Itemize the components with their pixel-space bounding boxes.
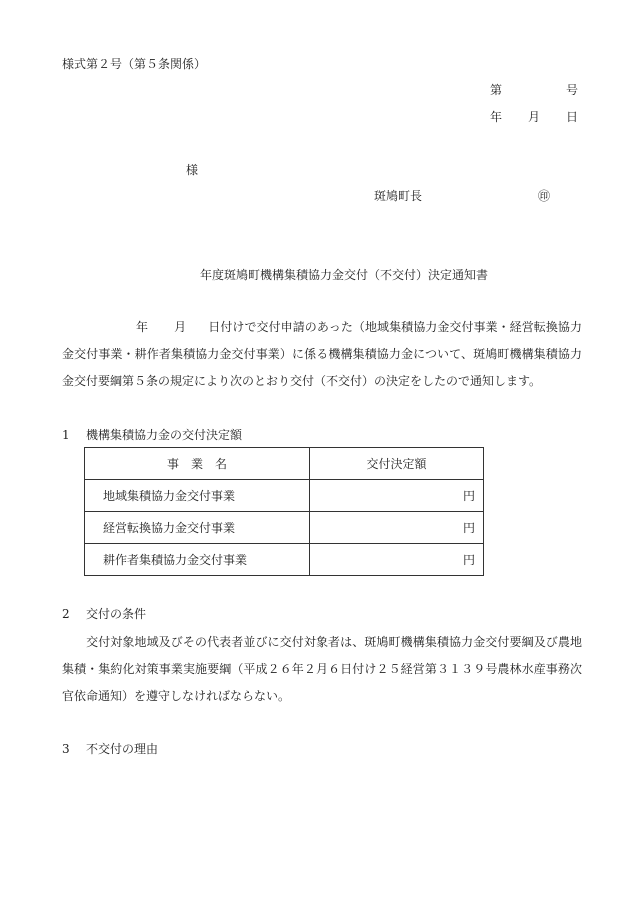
section3-number: 3 — [62, 742, 70, 756]
header-decided-amount: 交付決定額 — [310, 448, 484, 480]
table-row — [85, 480, 484, 512]
section1-heading: 機構集積協力金の交付決定額 — [86, 428, 243, 442]
amount-cell: 円 — [310, 512, 484, 544]
section1-number: 1 — [62, 428, 70, 442]
date-day: 日 — [566, 110, 579, 124]
addressee-honorific: 様 — [186, 163, 199, 177]
number-prefix: 第 — [490, 83, 503, 97]
form-label: 様式第２号（第５条関係） — [62, 57, 207, 71]
section2-number: 2 — [62, 607, 70, 621]
date-month: 月 — [528, 110, 541, 124]
sender-title: 斑鳩町長 — [374, 189, 423, 203]
intro-paragraph — [62, 314, 582, 395]
amount-cell: 円 — [310, 544, 484, 576]
project-name-cell: 経営転換協力金交付事業 — [85, 512, 310, 544]
table-row — [85, 512, 484, 544]
table-row — [85, 544, 484, 576]
document-title: 年度斑鳩町機構集積協力金交付（不交付）決定通知書 — [200, 268, 489, 282]
intro-month: 月 — [174, 320, 187, 334]
project-name-cell: 地域集積協力金交付事業 — [85, 480, 310, 512]
section2-heading: 交付の条件 — [86, 607, 147, 621]
project-name-cell: 耕作者集積協力金交付事業 — [85, 544, 310, 576]
table-header-row — [85, 448, 484, 480]
intro-text: 日付けで交付申請のあった（地域集積協力金交付事業・経営転換協力金交付事業・耕作者集積協力金交付事業）に係る機構集積協力金について、斑鳩町機構集積協力金交付要綱第５条の規定により次のとおり交付（不交付）の決定をしたので通知します。 — [62, 320, 582, 388]
seal-mark: ㊞ — [538, 189, 551, 203]
section2-text: 交付対象地域及びその代表者並びに交付対象者は、斑鳩町機構集積協力金交付要綱及び農地集積・集約化対策事業実施要綱（平成２６年２月６日付け２５経営第３１３９号農林水産事務次官依命通知）を遵守しなければならない。 — [62, 635, 582, 703]
intro-year: 年 — [136, 320, 149, 334]
grant-amount-table — [84, 447, 484, 576]
section3-heading: 不交付の理由 — [86, 742, 159, 756]
date-year: 年 — [490, 110, 503, 124]
section2-paragraph — [62, 629, 582, 710]
amount-cell: 円 — [310, 480, 484, 512]
header-project-name: 事 業 名 — [85, 448, 310, 480]
number-suffix: 号 — [566, 83, 579, 97]
